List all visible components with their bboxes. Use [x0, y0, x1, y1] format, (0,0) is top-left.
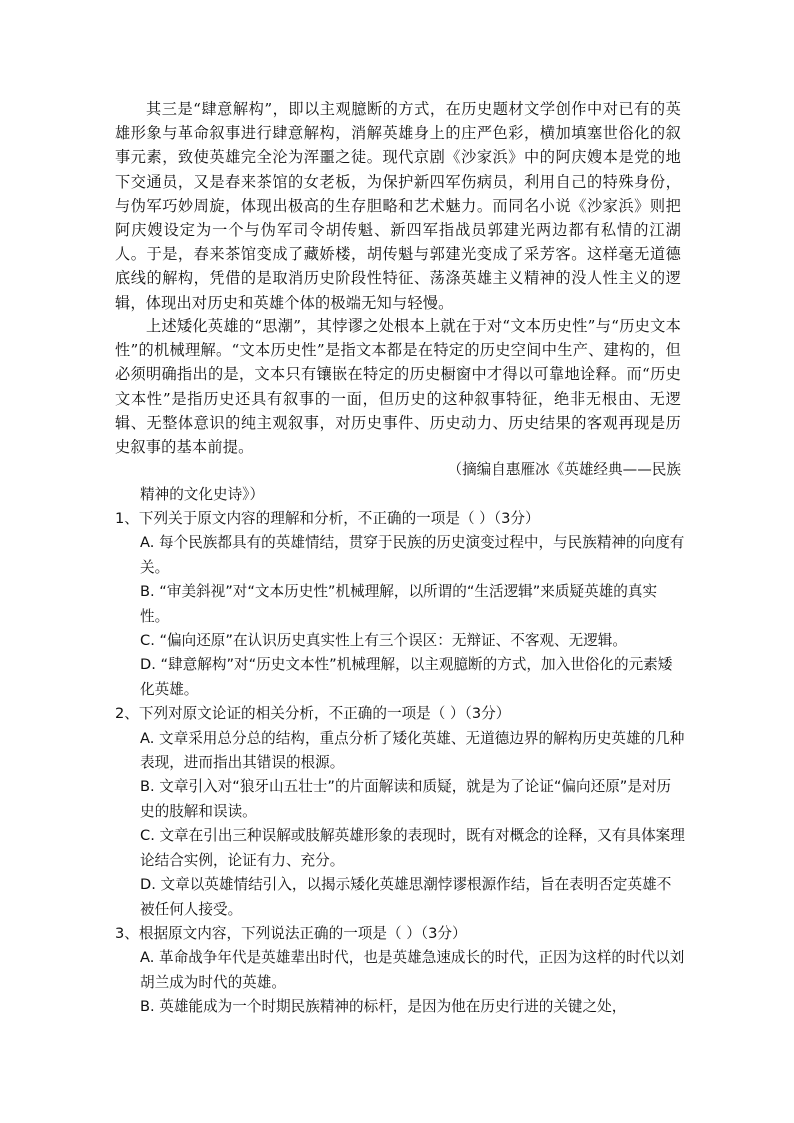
option-a: A. 革命战争年代是英雄辈出时代，也是英雄急速成长的时代，正因为这样的时代以刘胡兰成为时代的英雄。 [140, 949, 685, 991]
option-b: B. 文章引入对“狼牙山五壮士”的片面解读和质疑，就是为了论证“偏向还原”是对历史的肢解和误读。 [140, 778, 672, 820]
question-stem: 1、下列关于原文内容的理解和分析，不正确的一项是（ ）（3分） [115, 510, 540, 527]
option-a: A. 文章采用总分总的结构，重点分析了矮化英雄、无道德边界的解构历史英雄的几种表现，进而指出其错误的根源。 [140, 729, 685, 772]
option-d: D. 文章以英雄情结引入，以揭示矮化英雄思潮悖谬根源作结，旨在表明否定英雄不被任何人接受。 [140, 876, 672, 918]
option-b: B. 英雄能成为一个时期民族精神的标杆，是因为他在历史行进的关键之处， [140, 998, 627, 1016]
source-citation-line-2: 精神的文化史诗》） [140, 485, 265, 503]
passage-paragraph-2: 上述矮化英雄的“思潮”，其悖谬之处根本上就在于对“文本历史性”与“历史文本性”的机械理解。“文本历史性”是指文本都是在特定的历史空间中生产、建构的，但必须明确指出的是，文本只有镶嵌在特定的历史橱窗中才得以可靠地诠释。而“历史文本性”是指历史还具有叙事的一面，但历史的这种叙事特征，绝非无根由、无逻辑、无整体意识的纯主观叙事，对历史事件、历史动力、历史结果的客观再现是历史叙事的基本前提。 [115, 317, 681, 457]
option-c: C. “偏向还原”在认识历史真实性上有三个误区：无辩证、不客观、无逻辑。 [140, 632, 627, 650]
question-list [115, 507, 685, 1020]
source-citation-line-1: （摘编自惠雁冰《英雄经典——民族 [447, 461, 681, 478]
option-c: C. 文章在引出三种误解或肢解英雄形象的表现时，既有对概念的诠释，又有具体案理论结合实例，论证有力、充分。 [140, 827, 685, 869]
passage-paragraph-1: 其三是“肆意解构”，即以主观臆断的方式，在历史题材文学创作中对已有的英雄形象与革命叙事进行肆意解构，消解英雄身上的庄严色彩，横加填塞世俗化的叙事元素，致使英雄完全沦为浑噩之徒。现代京剧《沙家浜》中的阿庆嫂本是党的地下交通员，又是春来茶馆的女老板，为保护新四军伤病员，利用自己的特殊身份，与伪军巧妙周旋，体现出极高的生存胆略和艺术魅力。而同名小说《沙家浜》则把阿庆嫂设定为一个与伪军司令胡传魁、新四军指战员郭建光两边都有私情的江湖人。于是，春来茶馆变成了藏娇楼，胡传魁与郭建光变成了采芳客。这样毫无道德底线的解构，凭借的是取消历史阶段性特征、荡涤英雄主义精神的没人性主义的逻辑，体现出对历史和英雄个体的极端无知与轻慢。 [115, 100, 681, 312]
question-stem: 3、根据原文内容，下列说法正确的一项是（ ）（3分） [115, 924, 467, 942]
option-d: D. “肆意解构”对“历史文本性”机械理解，以主观臆断的方式，加入世俗化的元素矮化英雄。 [140, 656, 673, 698]
question-1 [115, 507, 685, 702]
question-stem: 2、下列对原文论证的相关分析，不正确的一项是（ ）（3分） [115, 705, 511, 723]
source-citation [140, 458, 681, 507]
option-b: B. “审美斜视”对“文本历史性”机械理解，以所谓的“生活逻辑”来质疑英雄的真实性。 [140, 583, 658, 625]
question-3 [115, 922, 685, 1020]
question-2 [115, 702, 685, 922]
option-a: A. 每个民族都具有的英雄情结，贯穿于民族的历史演变过程中，与民族精神的向度有关。 [140, 534, 685, 576]
